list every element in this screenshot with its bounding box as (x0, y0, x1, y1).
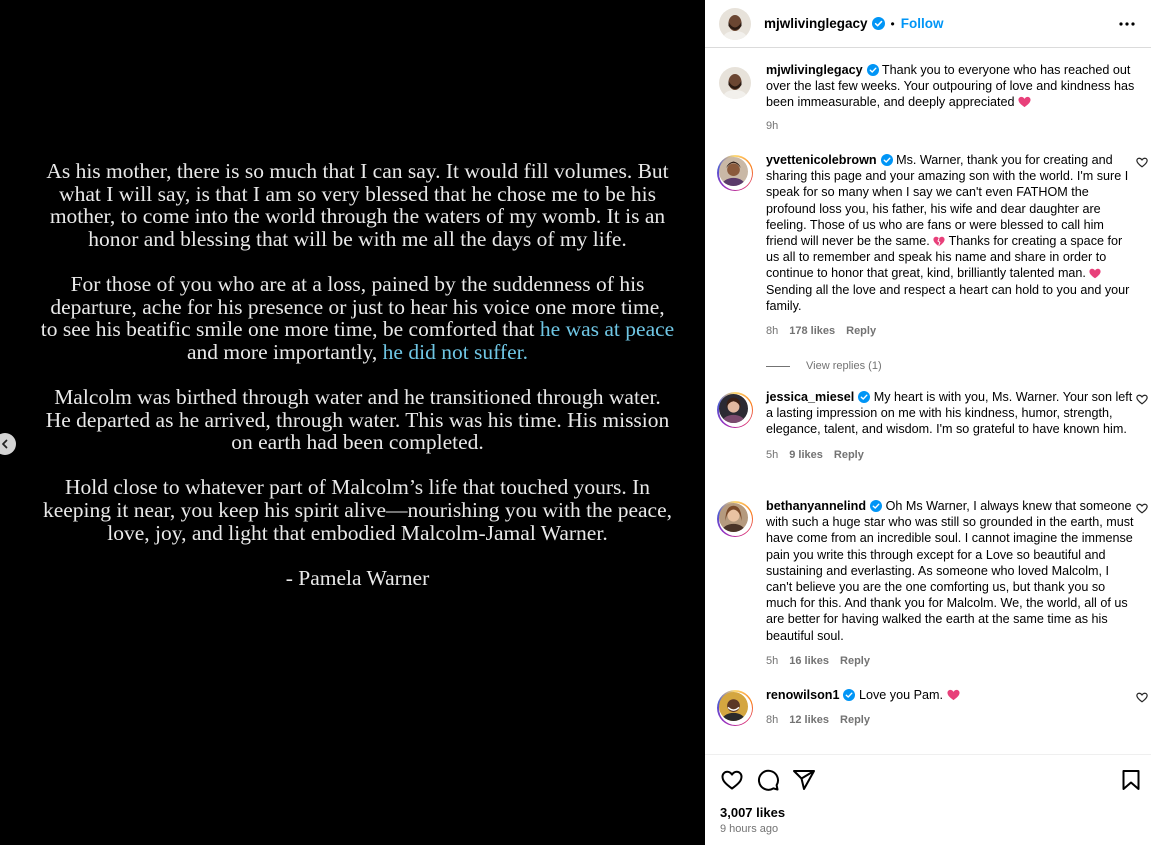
post-action-bar (705, 754, 1151, 845)
comment-icon[interactable] (756, 768, 780, 792)
verified-badge-icon (881, 154, 893, 166)
comment-text: Ms. Warner, thank you for creating and sharing this page and your amazing son with the world. I'm sure I speak for so many when I say we can't even FATHOM the profound loss you, his father, his wife and dear daughter are feeling. Those of us who are fans or were blessed to call him friend will never be the same. (766, 153, 1129, 249)
caption-text: Thank you to everyone who has reached out over the last few weeks. Your outpouring of love and kindness has been immeasurable, and deeply appreciated (766, 63, 1135, 110)
caption-body (766, 62, 1136, 134)
pink-heart-emoji-icon (1018, 96, 1031, 108)
verified-badge-icon (843, 689, 855, 701)
reply-button[interactable]: Reply (846, 325, 877, 338)
verified-badge-icon (872, 17, 885, 30)
comment-time: 8h (766, 714, 779, 727)
follow-button[interactable]: Follow (900, 16, 944, 31)
like-comment-heart-icon[interactable] (1136, 394, 1148, 405)
media-paragraph-3: Malcolm was birthed through water and he transitioned through water. He departed as he arrived, through water. This was his time. His mission on earth had been completed. (45, 384, 670, 455)
caption-meta (766, 118, 1136, 134)
more-options-button[interactable] (1117, 14, 1137, 34)
highlight-text: he did not suffer. (382, 339, 528, 364)
verified-badge-icon (870, 500, 882, 512)
media-paragraph-4: Hold close to whatever part of Malcolm’s life that touched yours. In keeping it near, you keep his spirit alive—nourishing you with the peace, love, joy, and light that embodied Malcolm-Jamal Warner. (42, 475, 673, 545)
pink-heart-emoji-icon (1089, 268, 1101, 279)
like-comment-heart-icon[interactable] (1136, 157, 1148, 168)
comment-username[interactable]: jessica_miesel (766, 390, 855, 404)
view-replies-label[interactable]: View replies (1) (806, 360, 882, 372)
like-comment-heart-icon[interactable] (1136, 503, 1148, 514)
post-side-panel (705, 0, 1151, 845)
broken-heart-emoji-icon (933, 236, 945, 247)
header-separator: • (890, 16, 895, 31)
comment-likes[interactable]: 12 likes (789, 714, 830, 727)
reply-button[interactable]: Reply (833, 448, 864, 461)
comment-likes[interactable]: 178 likes (789, 325, 836, 338)
post-likes-count[interactable]: 3,007 likes (720, 805, 786, 820)
comment-body (766, 389, 1136, 463)
comment-time: 5h (766, 448, 779, 461)
reply-button[interactable]: Reply (840, 654, 870, 667)
verified-badge-icon (858, 391, 870, 403)
share-icon[interactable] (792, 768, 816, 792)
verified-badge-icon (867, 64, 879, 76)
comment-text: Love you Pam. (858, 688, 943, 702)
story-ring[interactable] (717, 155, 753, 191)
caption-time: 9h (766, 119, 779, 132)
highlight-text: he was at peace (539, 317, 675, 342)
media-paragraph-2: For those of you who are at a loss, pained by the suddenness of his departure, ache for his presence or just to hear his voice one more time, to see his beatific smile one more time, be comforted that he was at peace and more importantly, he did not suffer. (40, 271, 675, 364)
comment-username[interactable]: renowilson1 (766, 688, 840, 702)
comment-body (766, 152, 1136, 339)
pink-heart-emoji-icon (947, 689, 960, 701)
comment-time: 8h (766, 325, 779, 338)
story-ring[interactable] (717, 392, 753, 428)
comment-meta (766, 712, 1136, 728)
story-ring[interactable] (717, 501, 753, 537)
comment-body (766, 687, 1136, 728)
bookmark-icon[interactable] (1119, 768, 1143, 792)
replies-divider (766, 366, 790, 367)
comment-meta (766, 653, 1136, 669)
comment-meta (766, 447, 1136, 463)
comment-username[interactable]: yvettenicolebrown (766, 153, 877, 167)
media-paragraph-1: As his mother, there is so much that I can say. It would fill volumes. But what I will say, is that I am so very blessed that he chose me to be his mother, to come into the world through the waters of my womb. It is an honor and blessing that will be with me all the days of my life. (46, 159, 669, 251)
comment-text: My heart is with you, Ms. Warner. Your son left a lasting impression on me with his kindness, humor, strength, elegance, talent, and wisdom. I'm so grateful to have known him. (766, 390, 1133, 437)
comment-likes[interactable]: 16 likes (789, 654, 830, 667)
like-comment-heart-icon[interactable] (1136, 692, 1148, 703)
comment-time: 5h (766, 654, 779, 667)
previous-slide-button[interactable] (0, 433, 16, 455)
header-username[interactable]: mjwlivinglegacy (764, 16, 868, 31)
comment-meta (766, 323, 1136, 339)
avatar (719, 503, 748, 532)
reply-button[interactable]: Reply (840, 714, 870, 727)
avatar[interactable] (719, 8, 751, 40)
comment-text: Thanks for creating a space for us all to remember and speak his name and share in order to continue to honor that great, kind, brilliantly talented man. (766, 234, 1123, 281)
comment-text: Sending all the love and respect a heart can hold to you and your family. (766, 282, 1130, 313)
media-signature: - Pamela Warner (285, 565, 430, 590)
post-header (705, 0, 1151, 48)
avatar (719, 692, 748, 721)
more-horizontal-icon (1119, 22, 1135, 26)
avatar (719, 394, 748, 423)
comment-text: Oh Ms Warner, I always knew that someone with such a huge star who was still so grounded in the earth, must have come from an incredible soul. I cannot imagine the immense pain you write this through except for a Love so beautiful and sustaining and everlasting. As someone who loved Malcolm, I can't believe you are the one comforting us, but thank you so much for this. And thank you for Malcolm. We, the world, all of us are better for having walked the earth at the same time as his beautiful soul. (766, 499, 1134, 643)
heart-icon[interactable] (720, 768, 744, 792)
caption-username[interactable]: mjwlivinglegacy (766, 63, 863, 77)
comment-likes[interactable]: 9 likes (789, 448, 823, 461)
story-ring[interactable] (717, 690, 753, 726)
chevron-left-icon (0, 439, 10, 449)
media-text (40, 160, 675, 612)
comment-body (766, 498, 1136, 669)
avatar[interactable] (719, 67, 751, 99)
avatar (719, 157, 748, 186)
post-timestamp: 9 hours ago (720, 823, 779, 835)
comment-username[interactable]: bethanyannelind (766, 499, 867, 513)
view-replies-button[interactable] (766, 360, 882, 372)
